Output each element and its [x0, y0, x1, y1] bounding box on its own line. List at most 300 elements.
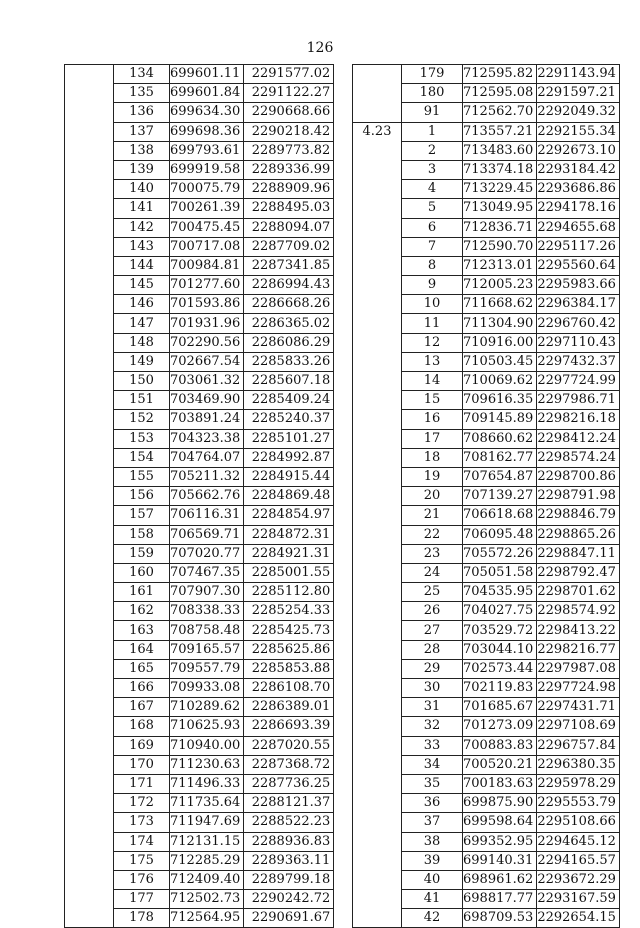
table-row: [353, 679, 620, 698]
table-row: [353, 410, 620, 429]
point-number-cell: 156: [114, 487, 170, 506]
table-row: [65, 333, 334, 352]
section-cell: [65, 621, 114, 640]
table-row: [353, 544, 620, 563]
section-cell: [353, 218, 402, 237]
y-coordinate-cell: 2284992.87: [244, 448, 334, 467]
x-coordinate-cell: 712562.70: [463, 103, 537, 122]
point-number-cell: 155: [114, 467, 170, 486]
table-row: [353, 160, 620, 179]
x-coordinate-cell: 705211.32: [170, 467, 244, 486]
table-row: [353, 755, 620, 774]
table-row: [65, 352, 334, 371]
table-row: [65, 314, 334, 333]
x-coordinate-cell: 704535.95: [463, 583, 537, 602]
x-coordinate-cell: 698709.53: [463, 909, 537, 928]
x-coordinate-cell: 702290.56: [170, 333, 244, 352]
point-number-cell: 16: [402, 410, 463, 429]
x-coordinate-cell: 708758.48: [170, 621, 244, 640]
section-cell: [353, 103, 402, 122]
x-coordinate-cell: 711735.64: [170, 794, 244, 813]
table-row: [353, 602, 620, 621]
table-row: [353, 909, 620, 928]
section-cell: [65, 410, 114, 429]
x-coordinate-cell: 703044.10: [463, 640, 537, 659]
x-coordinate-cell: 699698.36: [170, 122, 244, 141]
table-row: [65, 160, 334, 179]
y-coordinate-cell: 2286086.29: [244, 333, 334, 352]
point-number-cell: 164: [114, 640, 170, 659]
y-coordinate-cell: 2298413.22: [537, 621, 620, 640]
table-row: [65, 122, 334, 141]
section-cell: [65, 602, 114, 621]
y-coordinate-cell: 2294178.16: [537, 199, 620, 218]
x-coordinate-cell: 700717.08: [170, 237, 244, 256]
x-coordinate-cell: 707139.27: [463, 487, 537, 506]
point-number-cell: 152: [114, 410, 170, 429]
section-cell: [65, 276, 114, 295]
table-row: [353, 84, 620, 103]
section-cell: [65, 870, 114, 889]
section-cell: [65, 544, 114, 563]
point-number-cell: 32: [402, 717, 463, 736]
x-coordinate-cell: 701685.67: [463, 698, 537, 717]
table-row: [65, 84, 334, 103]
point-number-cell: 162: [114, 602, 170, 621]
section-cell: [353, 160, 402, 179]
y-coordinate-cell: 2295553.79: [537, 794, 620, 813]
point-number-cell: 161: [114, 583, 170, 602]
section-cell: [65, 256, 114, 275]
table-row: [65, 467, 334, 486]
section-cell: [65, 659, 114, 678]
table-row: [353, 832, 620, 851]
y-coordinate-cell: 2289799.18: [244, 870, 334, 889]
point-number-cell: 19: [402, 467, 463, 486]
x-coordinate-cell: 703469.90: [170, 391, 244, 410]
point-number-cell: 134: [114, 65, 170, 84]
y-coordinate-cell: 2285240.37: [244, 410, 334, 429]
y-coordinate-cell: 2292155.34: [537, 122, 620, 141]
y-coordinate-cell: 2288121.37: [244, 794, 334, 813]
x-coordinate-cell: 712005.23: [463, 276, 537, 295]
x-coordinate-cell: 707020.77: [170, 544, 244, 563]
y-coordinate-cell: 2295560.64: [537, 256, 620, 275]
table-row: [65, 410, 334, 429]
section-cell: [65, 84, 114, 103]
point-number-cell: 147: [114, 314, 170, 333]
table-row: [65, 698, 334, 717]
x-coordinate-cell: 702667.54: [170, 352, 244, 371]
point-number-cell: 24: [402, 563, 463, 582]
point-number-cell: 171: [114, 774, 170, 793]
section-cell: [65, 314, 114, 333]
x-coordinate-cell: 708162.77: [463, 448, 537, 467]
x-coordinate-cell: 710503.45: [463, 352, 537, 371]
x-coordinate-cell: 700475.45: [170, 218, 244, 237]
y-coordinate-cell: 2294165.57: [537, 851, 620, 870]
point-number-cell: 1: [402, 122, 463, 141]
section-cell: [65, 813, 114, 832]
point-number-cell: 36: [402, 794, 463, 813]
x-coordinate-cell: 699601.84: [170, 84, 244, 103]
x-coordinate-cell: 700984.81: [170, 256, 244, 275]
table-row: [65, 65, 334, 84]
point-number-cell: 173: [114, 813, 170, 832]
section-cell: [353, 256, 402, 275]
point-number-cell: 146: [114, 295, 170, 314]
y-coordinate-cell: 2285625.86: [244, 640, 334, 659]
point-number-cell: 157: [114, 506, 170, 525]
x-coordinate-cell: 705662.76: [170, 487, 244, 506]
table-row: [65, 813, 334, 832]
y-coordinate-cell: 2297987.08: [537, 659, 620, 678]
y-coordinate-cell: 2296757.84: [537, 736, 620, 755]
section-cell: [65, 640, 114, 659]
x-coordinate-cell: 706569.71: [170, 525, 244, 544]
y-coordinate-cell: 2298865.26: [537, 525, 620, 544]
section-cell: [65, 717, 114, 736]
section-cell: [353, 276, 402, 295]
section-cell: [353, 448, 402, 467]
x-coordinate-cell: 709557.79: [170, 659, 244, 678]
x-coordinate-cell: 700520.21: [463, 755, 537, 774]
section-cell: [65, 563, 114, 582]
y-coordinate-cell: 2285607.18: [244, 372, 334, 391]
table-row: [353, 295, 620, 314]
section-cell: [65, 199, 114, 218]
table-row: [353, 276, 620, 295]
section-cell: [65, 391, 114, 410]
x-coordinate-cell: 706095.48: [463, 525, 537, 544]
x-coordinate-cell: 710625.93: [170, 717, 244, 736]
section-cell: [65, 467, 114, 486]
point-number-cell: 22: [402, 525, 463, 544]
y-coordinate-cell: 2288495.03: [244, 199, 334, 218]
x-coordinate-cell: 708338.33: [170, 602, 244, 621]
table-row: [65, 276, 334, 295]
y-coordinate-cell: 2298847.11: [537, 544, 620, 563]
table-row: [353, 583, 620, 602]
section-cell: [65, 237, 114, 256]
y-coordinate-cell: 2286108.70: [244, 679, 334, 698]
x-coordinate-cell: 699634.30: [170, 103, 244, 122]
x-coordinate-cell: 706116.31: [170, 506, 244, 525]
point-number-cell: 2: [402, 141, 463, 160]
point-number-cell: 31: [402, 698, 463, 717]
x-coordinate-cell: 713229.45: [463, 180, 537, 199]
section-cell: [353, 870, 402, 889]
section-cell: [353, 352, 402, 371]
y-coordinate-cell: 2284872.31: [244, 525, 334, 544]
table-row: [65, 218, 334, 237]
y-coordinate-cell: 2290691.67: [244, 909, 334, 928]
x-coordinate-cell: 701593.86: [170, 295, 244, 314]
section-cell: [353, 429, 402, 448]
x-coordinate-cell: 699875.90: [463, 794, 537, 813]
table-row: [65, 448, 334, 467]
point-number-cell: 140: [114, 180, 170, 199]
x-coordinate-cell: 699140.31: [463, 851, 537, 870]
point-number-cell: 39: [402, 851, 463, 870]
point-number-cell: 9: [402, 276, 463, 295]
y-coordinate-cell: 2291577.02: [244, 65, 334, 84]
x-coordinate-cell: 710916.00: [463, 333, 537, 352]
x-coordinate-cell: 699793.61: [170, 141, 244, 160]
y-coordinate-cell: 2294655.68: [537, 218, 620, 237]
point-number-cell: 178: [114, 909, 170, 928]
table-row: [353, 352, 620, 371]
section-cell: [353, 314, 402, 333]
table-row: [65, 717, 334, 736]
x-coordinate-cell: 701931.96: [170, 314, 244, 333]
point-number-cell: 15: [402, 391, 463, 410]
y-coordinate-cell: 2285112.80: [244, 583, 334, 602]
table-row: [65, 602, 334, 621]
point-number-cell: 6: [402, 218, 463, 237]
y-coordinate-cell: 2288094.07: [244, 218, 334, 237]
y-coordinate-cell: 2292654.15: [537, 909, 620, 928]
y-coordinate-cell: 2291143.94: [537, 65, 620, 84]
y-coordinate-cell: 2285833.26: [244, 352, 334, 371]
y-coordinate-cell: 2290668.66: [244, 103, 334, 122]
point-number-cell: 13: [402, 352, 463, 371]
point-number-cell: 138: [114, 141, 170, 160]
x-coordinate-cell: 709165.57: [170, 640, 244, 659]
x-coordinate-cell: 713374.18: [463, 160, 537, 179]
table-row: [353, 525, 620, 544]
x-coordinate-cell: 711496.33: [170, 774, 244, 793]
table-row: [353, 813, 620, 832]
point-number-cell: 143: [114, 237, 170, 256]
y-coordinate-cell: 2284915.44: [244, 467, 334, 486]
section-cell: [353, 333, 402, 352]
table-row: [65, 525, 334, 544]
x-coordinate-cell: 713483.60: [463, 141, 537, 160]
table-row: [353, 698, 620, 717]
table-row: [353, 794, 620, 813]
table-row: [353, 851, 620, 870]
point-number-cell: 27: [402, 621, 463, 640]
page-number: 126: [306, 40, 334, 56]
x-coordinate-cell: 709933.08: [170, 679, 244, 698]
point-number-cell: 139: [114, 160, 170, 179]
section-cell: [353, 909, 402, 928]
table-row: [353, 621, 620, 640]
y-coordinate-cell: 2297986.71: [537, 391, 620, 410]
section-cell: [65, 755, 114, 774]
y-coordinate-cell: 2298701.62: [537, 583, 620, 602]
table-row: [353, 65, 620, 84]
point-number-cell: 11: [402, 314, 463, 333]
table-row: [353, 736, 620, 755]
x-coordinate-cell: 707654.87: [463, 467, 537, 486]
table-row: [65, 755, 334, 774]
section-cell: [65, 333, 114, 352]
point-number-cell: 29: [402, 659, 463, 678]
x-coordinate-cell: 705572.26: [463, 544, 537, 563]
section-cell: [65, 429, 114, 448]
table-row: [65, 679, 334, 698]
section-cell: [65, 160, 114, 179]
section-cell: [353, 621, 402, 640]
y-coordinate-cell: 2291122.27: [244, 84, 334, 103]
table-row: [353, 199, 620, 218]
x-coordinate-cell: 704764.07: [170, 448, 244, 467]
y-coordinate-cell: 2297724.99: [537, 372, 620, 391]
x-coordinate-cell: 703061.32: [170, 372, 244, 391]
x-coordinate-cell: 698961.62: [463, 870, 537, 889]
point-number-cell: 158: [114, 525, 170, 544]
section-cell: [353, 640, 402, 659]
section-cell: [65, 65, 114, 84]
point-number-cell: 10: [402, 295, 463, 314]
section-cell: [353, 890, 402, 909]
point-number-cell: 35: [402, 774, 463, 793]
table-row: [65, 774, 334, 793]
point-number-cell: 12: [402, 333, 463, 352]
x-coordinate-cell: 701273.09: [463, 717, 537, 736]
table-row: [353, 372, 620, 391]
point-number-cell: 172: [114, 794, 170, 813]
point-number-cell: 41: [402, 890, 463, 909]
point-number-cell: 34: [402, 755, 463, 774]
section-cell: [353, 467, 402, 486]
table-row: [65, 256, 334, 275]
table-row: [353, 448, 620, 467]
point-number-cell: 144: [114, 256, 170, 275]
y-coordinate-cell: 2289773.82: [244, 141, 334, 160]
x-coordinate-cell: 699352.95: [463, 832, 537, 851]
section-cell: [65, 698, 114, 717]
y-coordinate-cell: 2286693.39: [244, 717, 334, 736]
y-coordinate-cell: 2288936.83: [244, 832, 334, 851]
section-cell: [353, 487, 402, 506]
section-cell: [65, 890, 114, 909]
table-row: [353, 391, 620, 410]
point-number-cell: 145: [114, 276, 170, 295]
table-row: [65, 372, 334, 391]
table-row: [353, 774, 620, 793]
section-cell: [353, 410, 402, 429]
x-coordinate-cell: 712595.82: [463, 65, 537, 84]
y-coordinate-cell: 2284921.31: [244, 544, 334, 563]
table-row: [65, 851, 334, 870]
x-coordinate-cell: 710289.62: [170, 698, 244, 717]
section-cell: [353, 774, 402, 793]
section-cell: 4.23: [353, 122, 402, 141]
y-coordinate-cell: 2285254.33: [244, 602, 334, 621]
point-number-cell: 137: [114, 122, 170, 141]
table-row: [353, 717, 620, 736]
table-row: [65, 237, 334, 256]
table-row: [353, 103, 620, 122]
point-number-cell: 150: [114, 372, 170, 391]
table-row: [65, 583, 334, 602]
y-coordinate-cell: 2285101.27: [244, 429, 334, 448]
table-row: [65, 621, 334, 640]
x-coordinate-cell: 703891.24: [170, 410, 244, 429]
table-row: [65, 295, 334, 314]
table-row: [353, 122, 620, 141]
y-coordinate-cell: 2285001.55: [244, 563, 334, 582]
point-number-cell: 4: [402, 180, 463, 199]
y-coordinate-cell: 2286365.02: [244, 314, 334, 333]
x-coordinate-cell: 701277.60: [170, 276, 244, 295]
table-row: [65, 199, 334, 218]
x-coordinate-cell: 711304.90: [463, 314, 537, 333]
point-number-cell: 136: [114, 103, 170, 122]
table-row: [353, 333, 620, 352]
section-cell: [353, 755, 402, 774]
point-number-cell: 20: [402, 487, 463, 506]
section-cell: [353, 295, 402, 314]
y-coordinate-cell: 2294645.12: [537, 832, 620, 851]
section-cell: [65, 794, 114, 813]
section-cell: [65, 141, 114, 160]
point-number-cell: 23: [402, 544, 463, 563]
table-row: [353, 141, 620, 160]
section-cell: [353, 180, 402, 199]
x-coordinate-cell: 705051.58: [463, 563, 537, 582]
point-number-cell: 166: [114, 679, 170, 698]
y-coordinate-cell: 2287341.85: [244, 256, 334, 275]
table-row: [65, 890, 334, 909]
point-number-cell: 5: [402, 199, 463, 218]
x-coordinate-cell: 712313.01: [463, 256, 537, 275]
x-coordinate-cell: 712564.95: [170, 909, 244, 928]
point-number-cell: 25: [402, 583, 463, 602]
point-number-cell: 154: [114, 448, 170, 467]
section-cell: [353, 65, 402, 84]
section-cell: [353, 563, 402, 582]
x-coordinate-cell: 709145.89: [463, 410, 537, 429]
y-coordinate-cell: 2296760.42: [537, 314, 620, 333]
y-coordinate-cell: 2297108.69: [537, 717, 620, 736]
y-coordinate-cell: 2286389.01: [244, 698, 334, 717]
table-row: [65, 870, 334, 889]
section-cell: [65, 352, 114, 371]
y-coordinate-cell: 2297432.37: [537, 352, 620, 371]
table-row: [353, 487, 620, 506]
table-row: [65, 659, 334, 678]
point-number-cell: 148: [114, 333, 170, 352]
section-cell: [65, 832, 114, 851]
y-coordinate-cell: 2298791.98: [537, 487, 620, 506]
section-cell: [65, 583, 114, 602]
y-coordinate-cell: 2285425.73: [244, 621, 334, 640]
x-coordinate-cell: 712836.71: [463, 218, 537, 237]
y-coordinate-cell: 2285409.24: [244, 391, 334, 410]
table-row: [65, 736, 334, 755]
x-coordinate-cell: 704323.38: [170, 429, 244, 448]
section-cell: [353, 659, 402, 678]
x-coordinate-cell: 710940.00: [170, 736, 244, 755]
section-cell: [65, 851, 114, 870]
point-number-cell: 149: [114, 352, 170, 371]
y-coordinate-cell: 2290218.42: [244, 122, 334, 141]
point-number-cell: 168: [114, 717, 170, 736]
section-cell: [65, 218, 114, 237]
y-coordinate-cell: 2293167.59: [537, 890, 620, 909]
section-cell: [65, 295, 114, 314]
point-number-cell: 177: [114, 890, 170, 909]
section-cell: [353, 506, 402, 525]
point-number-cell: 17: [402, 429, 463, 448]
section-cell: [353, 544, 402, 563]
y-coordinate-cell: 2290242.72: [244, 890, 334, 909]
x-coordinate-cell: 713049.95: [463, 199, 537, 218]
